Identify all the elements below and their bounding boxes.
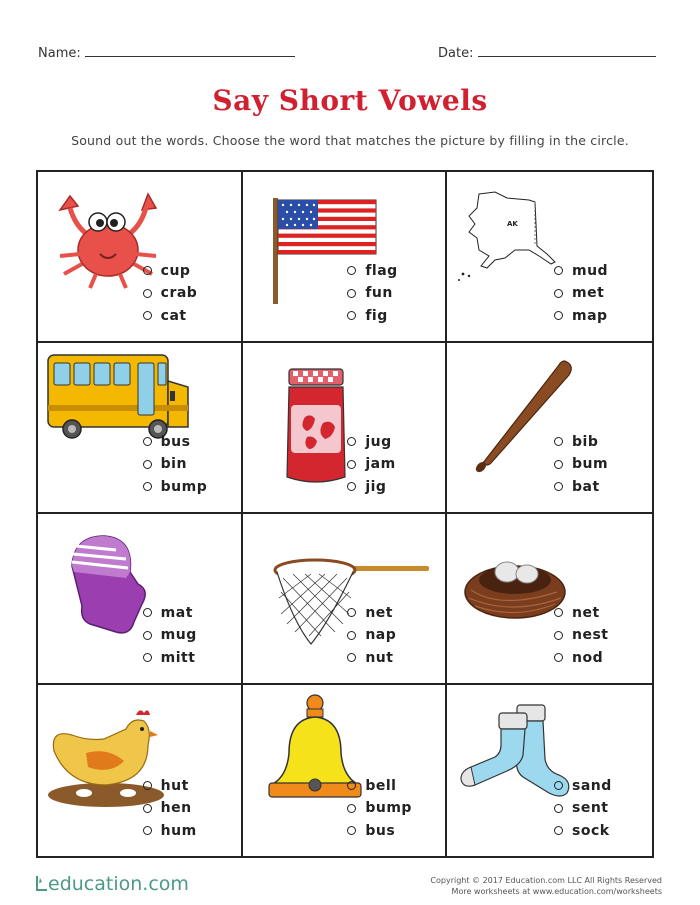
bus-icon — [46, 351, 192, 441]
option-cup[interactable]: cup — [143, 260, 213, 283]
option-flag[interactable]: flag — [347, 260, 417, 283]
option-bib[interactable]: bib — [554, 431, 624, 454]
option-circle[interactable] — [143, 653, 152, 662]
option-hut[interactable]: hut — [143, 775, 213, 798]
option-circle[interactable] — [347, 781, 356, 790]
option-circle[interactable] — [554, 460, 563, 469]
option-circle[interactable] — [143, 437, 152, 446]
option-sock[interactable]: sock — [554, 820, 624, 843]
date-line[interactable] — [478, 46, 656, 57]
option-circle[interactable] — [347, 608, 356, 617]
option-mug[interactable]: mug — [143, 624, 213, 647]
option-circle[interactable] — [554, 311, 563, 320]
option-hen[interactable]: hen — [143, 797, 213, 820]
answer-options — [347, 260, 417, 328]
option-bump[interactable]: bump — [143, 476, 213, 499]
option-circle[interactable] — [143, 608, 152, 617]
date-field[interactable] — [438, 46, 656, 61]
cell-bat — [447, 343, 652, 514]
name-label: Name: — [38, 46, 81, 61]
option-circle[interactable] — [554, 804, 563, 813]
option-nest[interactable]: nest — [554, 624, 624, 647]
option-net[interactable]: net — [554, 602, 624, 625]
option-bat[interactable]: bat — [554, 476, 624, 499]
option-circle[interactable] — [347, 482, 356, 491]
option-circle[interactable] — [554, 826, 563, 835]
mitt-icon — [64, 532, 154, 638]
answer-options — [554, 260, 624, 328]
option-circle[interactable] — [554, 653, 563, 662]
cell-net — [243, 514, 448, 685]
option-hum[interactable]: hum — [143, 820, 213, 843]
option-circle[interactable] — [143, 482, 152, 491]
answer-options — [554, 431, 624, 499]
option-circle[interactable] — [554, 437, 563, 446]
answer-options — [347, 775, 417, 843]
option-circle[interactable] — [554, 266, 563, 275]
answer-options — [347, 602, 417, 670]
option-circle[interactable] — [143, 804, 152, 813]
option-mitt[interactable]: mitt — [143, 647, 213, 670]
option-circle[interactable] — [143, 311, 152, 320]
option-mud[interactable]: mud — [554, 260, 624, 283]
date-label: Date: — [438, 46, 474, 61]
worksheet-grid — [36, 170, 654, 858]
page-title: Say Short Vowels — [212, 84, 488, 117]
option-bell[interactable]: bell — [347, 775, 417, 798]
name-field[interactable] — [38, 46, 295, 61]
cell-hen — [38, 685, 243, 856]
option-sent[interactable]: sent — [554, 797, 624, 820]
cell-crab — [38, 172, 243, 343]
option-circle[interactable] — [554, 781, 563, 790]
cell-flag — [243, 172, 448, 343]
option-fig[interactable]: fig — [347, 305, 417, 328]
option-circle[interactable] — [143, 289, 152, 298]
option-jam[interactable]: jam — [347, 453, 417, 476]
option-circle[interactable] — [347, 804, 356, 813]
answer-options — [143, 260, 213, 328]
cell-map — [447, 172, 652, 343]
answer-options — [143, 602, 213, 670]
option-circle[interactable] — [347, 631, 356, 640]
map-label: AK — [507, 220, 519, 228]
jam-icon — [283, 365, 349, 489]
name-line[interactable] — [85, 46, 295, 57]
option-sand[interactable]: sand — [554, 775, 624, 798]
option-bum[interactable]: bum — [554, 453, 624, 476]
cell-bus — [38, 343, 243, 514]
option-met[interactable]: met — [554, 282, 624, 305]
option-cat[interactable]: cat — [143, 305, 213, 328]
option-circle[interactable] — [143, 826, 152, 835]
option-bump[interactable]: bump — [347, 797, 417, 820]
option-circle[interactable] — [554, 631, 563, 640]
option-jug[interactable]: jug — [347, 431, 417, 454]
option-circle[interactable] — [347, 266, 356, 275]
answer-options — [347, 431, 417, 499]
option-circle[interactable] — [347, 460, 356, 469]
option-circle[interactable] — [347, 437, 356, 446]
footer-copyright — [430, 875, 662, 897]
answer-options — [554, 602, 624, 670]
option-nod[interactable]: nod — [554, 647, 624, 670]
option-fun[interactable]: fun — [347, 282, 417, 305]
cell-socks — [447, 685, 652, 856]
option-bin[interactable]: bin — [143, 453, 213, 476]
instructions: Sound out the words. Choose the word that matches the picture by filling in the circle. — [71, 133, 629, 148]
option-bus[interactable]: bus — [347, 820, 417, 843]
cell-jam — [243, 343, 448, 514]
copyright-text: Copyright © 2017 Education.com LLC All Rights Reserved — [430, 876, 662, 885]
option-net[interactable]: net — [347, 602, 417, 625]
option-circle[interactable] — [347, 311, 356, 320]
logo-icon — [34, 874, 48, 892]
option-map[interactable]: map — [554, 305, 624, 328]
answer-options — [143, 775, 213, 843]
option-circle[interactable] — [347, 653, 356, 662]
more-worksheets-link[interactable]: More worksheets at www.education.com/worksheets — [451, 887, 662, 896]
option-circle[interactable] — [143, 460, 152, 469]
option-circle[interactable] — [143, 266, 152, 275]
option-crab[interactable]: crab — [143, 282, 213, 305]
option-circle[interactable] — [143, 631, 152, 640]
option-mat[interactable]: mat — [143, 602, 213, 625]
option-jig[interactable]: jig — [347, 476, 417, 499]
option-circle[interactable] — [554, 289, 563, 298]
option-circle[interactable] — [554, 608, 563, 617]
map-icon — [455, 188, 567, 288]
logo-text: education.com — [48, 873, 189, 895]
answer-options — [143, 431, 213, 499]
cell-mitt — [38, 514, 243, 685]
option-circle[interactable] — [143, 781, 152, 790]
cell-nest — [447, 514, 652, 685]
option-circle[interactable] — [347, 289, 356, 298]
option-bus[interactable]: bus — [143, 431, 213, 454]
cell-bell — [243, 685, 448, 856]
option-nap[interactable]: nap — [347, 624, 417, 647]
option-nut[interactable]: nut — [347, 647, 417, 670]
education-logo[interactable] — [34, 873, 189, 895]
option-circle[interactable] — [554, 482, 563, 491]
option-circle[interactable] — [347, 826, 356, 835]
answer-options — [554, 775, 624, 843]
